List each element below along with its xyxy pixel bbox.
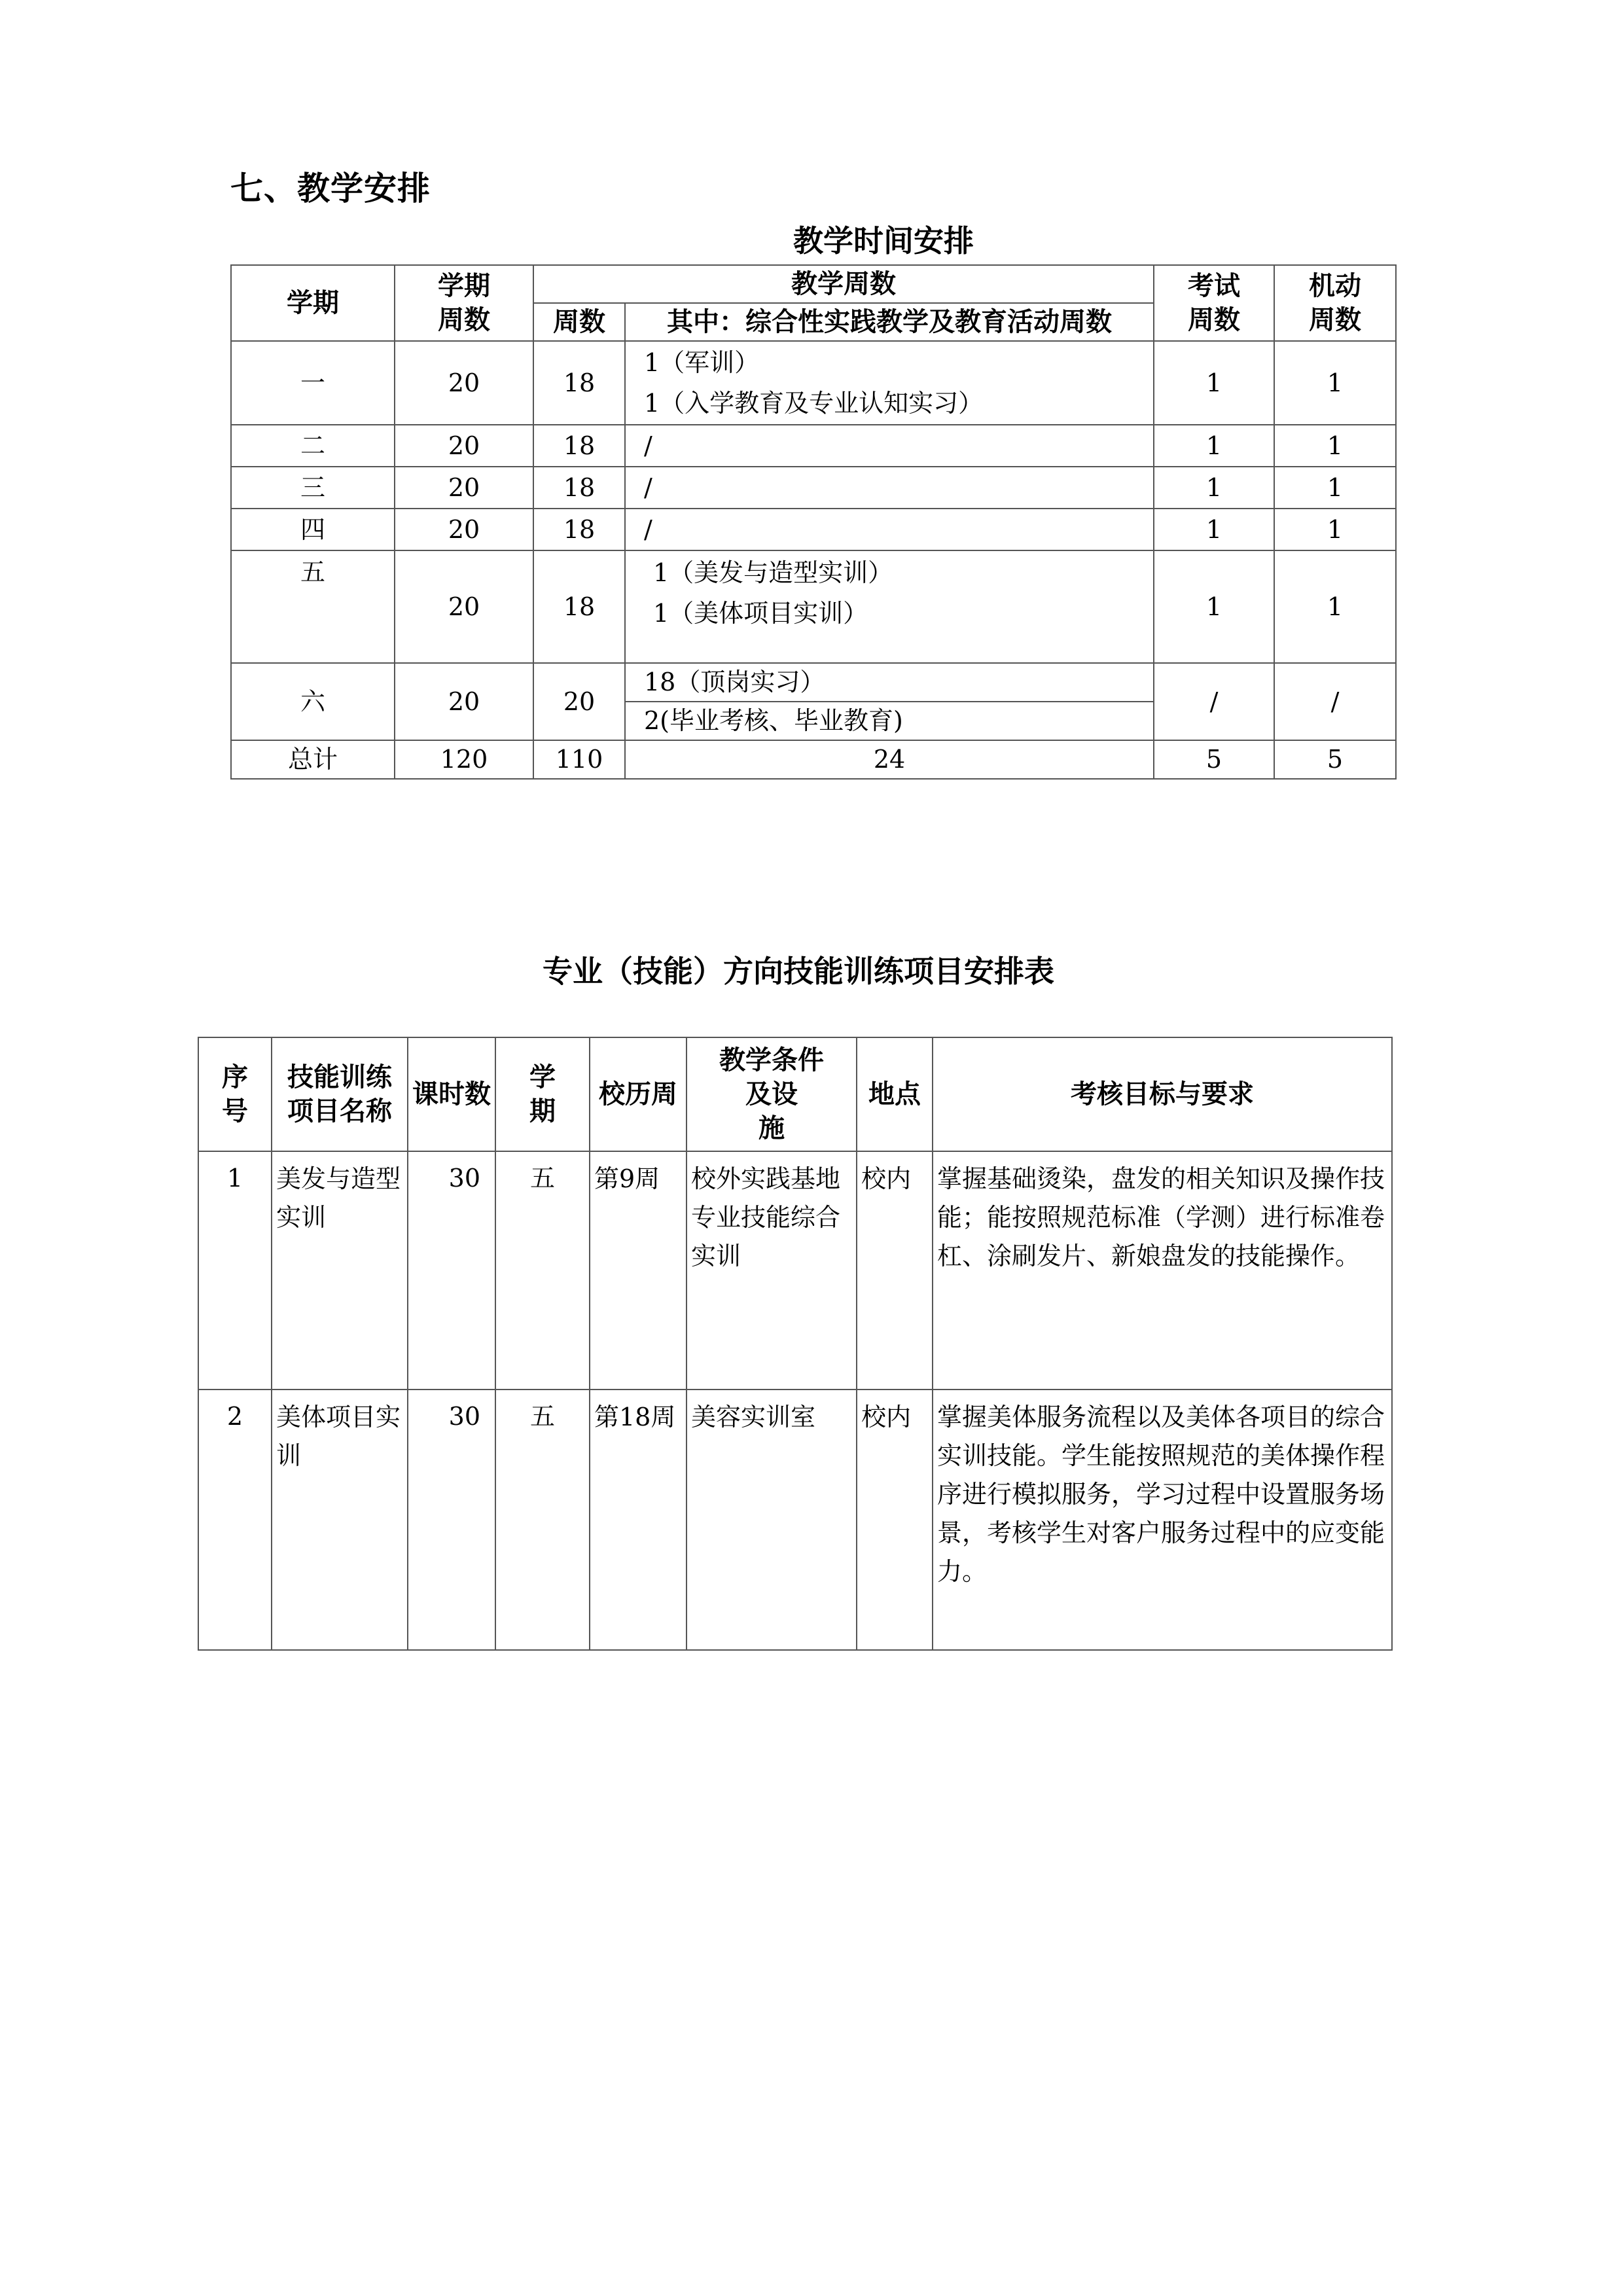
calendar-cell: 第18周 <box>590 1390 687 1650</box>
flex-cell: 1 <box>1274 550 1396 663</box>
activity-line: 1（军训） <box>644 348 760 377</box>
term-weeks-cell: 20 <box>395 509 533 550</box>
total-weeks: 110 <box>533 740 625 779</box>
term-weeks-cell: 20 <box>395 663 533 740</box>
table-row <box>231 425 1396 467</box>
header-calendar: 校历周 <box>590 1037 687 1151</box>
activities-cell <box>625 550 1154 663</box>
conditions-cell: 美容实训室 <box>687 1390 857 1650</box>
activities-cell: / <box>625 425 1154 467</box>
weeks-cell: 18 <box>533 341 625 425</box>
term-weeks-cell: 20 <box>395 467 533 509</box>
term-cell: 六 <box>231 663 395 740</box>
header-no: 序 号 <box>198 1037 272 1151</box>
exam-cell: 1 <box>1154 550 1274 663</box>
term-cell: 五 <box>495 1151 590 1390</box>
header-term: 学期 <box>231 265 395 341</box>
table-row <box>198 1151 1392 1390</box>
header-exam-weeks: 考试 周数 <box>1154 265 1274 341</box>
flex-cell: 1 <box>1274 425 1396 467</box>
location-cell: 校内 <box>857 1151 933 1390</box>
location-cell: 校内 <box>857 1390 933 1650</box>
activities-cell: 2(毕业考核、毕业教育) <box>625 702 1154 740</box>
exam-cell: 1 <box>1154 467 1274 509</box>
header-conditions: 教学条件 及设 施 <box>687 1037 857 1151</box>
exam-cell: 1 <box>1154 425 1274 467</box>
section-heading: 七、教学安排 <box>230 170 431 207</box>
table-row <box>231 467 1396 509</box>
header-practice-weeks: 其中：综合性实践教学及教育活动周数 <box>625 303 1154 341</box>
header-hours: 课时数 <box>408 1037 495 1151</box>
term-weeks-cell: 20 <box>395 341 533 425</box>
total-flex: 5 <box>1274 740 1396 779</box>
term-cell: 五 <box>495 1390 590 1650</box>
term-cell: 五 <box>231 550 395 663</box>
header-flexible-weeks: 机动 周数 <box>1274 265 1396 341</box>
weeks-cell: 18 <box>533 550 625 663</box>
header-location: 地点 <box>857 1037 933 1151</box>
weeks-cell: 18 <box>533 467 625 509</box>
activities-cell: / <box>625 467 1154 509</box>
weeks-cell: 18 <box>533 509 625 550</box>
table-row <box>198 1390 1392 1650</box>
calendar-cell: 第9周 <box>590 1151 687 1390</box>
exam-cell: 1 <box>1154 509 1274 550</box>
name-cell: 美发与造型实训 <box>272 1151 408 1390</box>
hours-cell: 30 <box>408 1151 495 1390</box>
name-cell: 美体项目实训 <box>272 1390 408 1650</box>
table-row <box>231 341 1396 425</box>
term-cell: 四 <box>231 509 395 550</box>
activities-cell <box>625 341 1154 425</box>
no-cell: 1 <box>198 1151 272 1390</box>
exam-cell: / <box>1154 663 1274 740</box>
exam-cell: 1 <box>1154 341 1274 425</box>
header-weeks: 周数 <box>533 303 625 341</box>
teaching-schedule-table <box>230 264 1397 780</box>
hours-cell: 30 <box>408 1390 495 1650</box>
term-weeks-cell: 20 <box>395 425 533 467</box>
total-activities: 24 <box>625 740 1154 779</box>
flex-cell: / <box>1274 663 1396 740</box>
flex-cell: 1 <box>1274 467 1396 509</box>
activity-line: 1（入学教育及专业认知实习） <box>644 389 984 418</box>
table-row <box>231 509 1396 550</box>
term-cell: 一 <box>231 341 395 425</box>
activities-cell: 18（顶岗实习） <box>625 663 1154 702</box>
header-name: 技能训练 项目名称 <box>272 1037 408 1151</box>
table-row <box>231 550 1396 663</box>
total-label: 总计 <box>231 740 395 779</box>
activity-line: 1（美体项目实训） <box>653 599 868 628</box>
activity-line: 1（美发与造型实训） <box>653 558 893 587</box>
flex-cell: 1 <box>1274 341 1396 425</box>
flex-cell: 1 <box>1274 509 1396 550</box>
skills-caption: 专业（技能）方向技能训练项目安排表 <box>543 954 1054 989</box>
total-row <box>231 740 1396 779</box>
header-term-weeks: 学期 周数 <box>395 265 533 341</box>
term-weeks-cell: 20 <box>395 550 533 663</box>
header-requirements: 考核目标与要求 <box>933 1037 1392 1151</box>
requirements-cell: 掌握基础烫染，盘发的相关知识及操作技能；能按照规范标准（学测）进行标准卷杠、涂刷发片、新娘盘发的技能操作。 <box>933 1151 1392 1390</box>
skills-training-table <box>198 1037 1393 1651</box>
conditions-cell: 校外实践基地专业技能综合实训 <box>687 1151 857 1390</box>
schedule-caption: 教学时间安排 <box>793 223 974 259</box>
requirements-cell: 掌握美体服务流程以及美体各项目的综合实训技能。学生能按照规范的美体操作程序进行模拟服务，学习过程中设置服务场景，考核学生对客户服务过程中的应变能力。 <box>933 1390 1392 1650</box>
term-cell: 三 <box>231 467 395 509</box>
header-teaching-weeks: 教学周数 <box>533 265 1154 303</box>
term-cell: 二 <box>231 425 395 467</box>
weeks-cell: 20 <box>533 663 625 740</box>
total-exam: 5 <box>1154 740 1274 779</box>
header-term: 学 期 <box>495 1037 590 1151</box>
activities-cell: / <box>625 509 1154 550</box>
total-term-weeks: 120 <box>395 740 533 779</box>
no-cell: 2 <box>198 1390 272 1650</box>
table-row <box>231 663 1396 702</box>
weeks-cell: 18 <box>533 425 625 467</box>
